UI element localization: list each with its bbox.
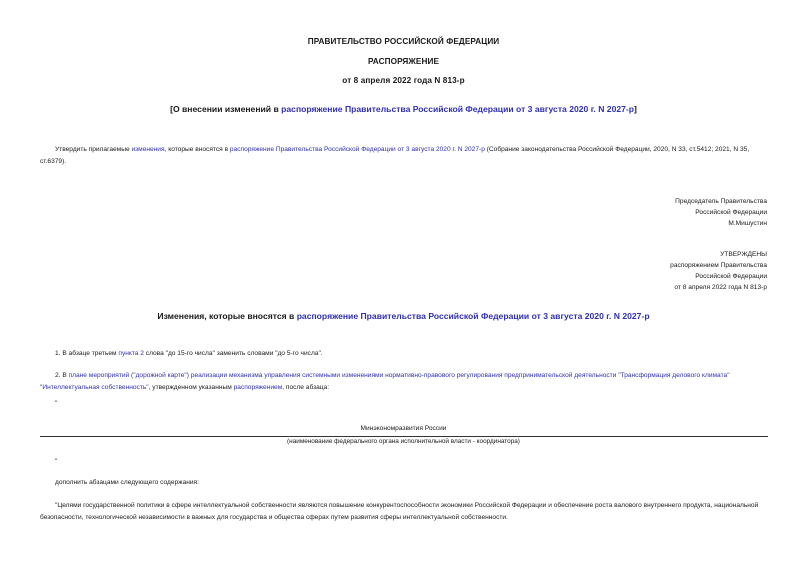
changes-title-link[interactable]: распоряжение Правительства Российской Федерации от 3 августа 2020 г. N 2027-р [296,311,650,321]
item-2-text-1: 2. В [55,372,69,379]
signature-line-2: Российской Федерации [695,209,767,216]
item-2-text-3: , после абзаца: [282,383,330,391]
changes-title-text: Изменения, которые вносятся в [157,311,297,321]
ministry-caption: (наименование федерального органа исполнительной власти - координатора) [287,438,520,445]
ministry-name: Минэкономразвития России [360,425,447,432]
intro-paragraph [40,144,768,167]
point-2-link[interactable]: пункта 2 [118,350,144,357]
title-prefix: [О внесении изменений в [170,104,282,114]
quote-close: " [55,458,58,465]
goals-paragraph: "Целями государственной политики в сфере интеллектуальной собственности являются повышение конкурентоспособности экономики Российской Федерации и обеспечение роста валового внутреннего продукта, национальной безопасности, технологической независимости в важных для государства и общества сферах путем развития сферы интеллектуальной собственности. [40,502,759,521]
government-heading: ПРАВИТЕЛЬСТВО РОССИЙСКОЙ ФЕДЕРАЦИИ [307,37,500,46]
ministry-underline [40,436,768,437]
doc-type-heading: РАСПОРЯЖЕНИЕ [367,57,440,66]
approved-block [670,249,767,293]
approved-line-3: Российской Федерации [695,273,767,280]
intro-text-3: (Собрание законодательства Российской Федерации, 2020, N 33, ст.5412; 2021, N 35, ст.6379). [40,146,750,165]
intro-text-1: Утвердить прилагаемые [55,146,132,153]
approved-line-2: распоряжением Правительства [670,262,767,269]
signature-line-1: Председатель Правительства [675,198,767,205]
document-title [0,104,807,114]
title-suffix: ] [634,104,637,114]
item-1-text-1: 1. В абзаце третьем [55,350,119,357]
decree-link[interactable]: распоряжение Правительства Российской Федерации от 3 августа 2020 г. N 2027-р [229,146,485,153]
title-link[interactable]: распоряжение Правительства Российской Федерации от 3 августа 2020 г. N 2027-р [281,104,635,114]
approved-line-1: УТВЕРЖДЕНЫ [720,251,767,258]
item-2-text-2: , утвержденном указанным [148,383,234,391]
approved-line-4: от 8 апреля 2022 года N 813-р [674,284,767,291]
signature-block [675,196,767,229]
changes-link[interactable]: изменения [131,146,165,153]
item-1 [55,348,768,360]
signature-line-3: М.Мишустин [728,220,767,227]
intro-text-2: , которые вносятся в [164,146,230,153]
add-paragraphs: дополнить абзацами следующего содержания: [55,479,199,486]
item-2 [40,370,768,393]
changes-title [0,311,807,321]
order-link[interactable]: распоряжением [233,383,283,391]
quote-open: " [55,400,58,407]
item-1-text-2: слова "до 15-го числа" заменить словами "до 5-го числа". [143,350,323,357]
date-number: от 8 апреля 2022 года N 813-р [342,76,465,85]
roadmap-link[interactable]: плане мероприятий ("дорожной карте") реализации механизма управления системными изменениями нормативно-правового регулирования предпринимательской деятельности "Трансформация делового климата" "Интеллектуальная собственность" [40,372,730,391]
